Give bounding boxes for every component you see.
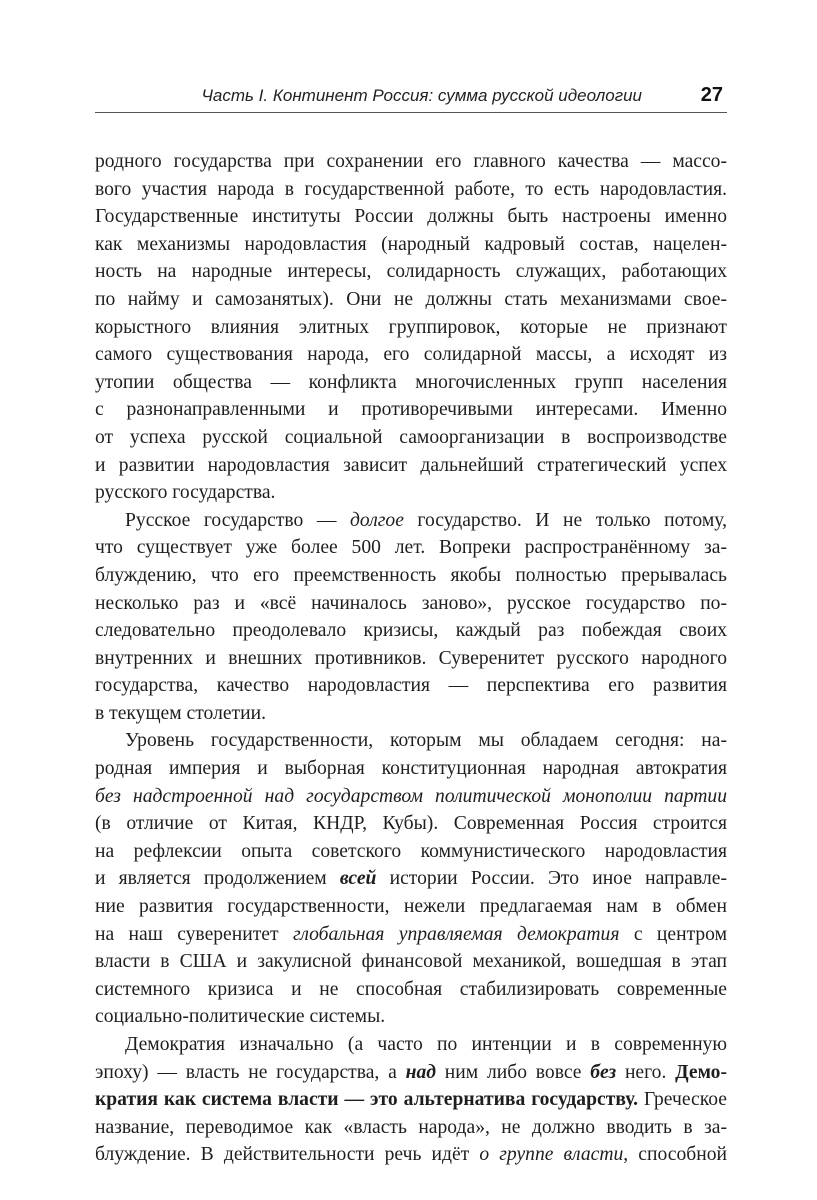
text-segment: и является продолжением xyxy=(95,868,340,890)
text-line xyxy=(95,810,727,838)
text-segment: эпоху) — власть не государства, а xyxy=(95,1061,406,1083)
text-segment: от успеха русской социальной самоорганизации в воспроизводстве xyxy=(95,426,727,448)
text-line xyxy=(95,755,727,783)
text-segment: социально-политические системы. xyxy=(95,1006,386,1028)
text-segment: родная империя и выборная конституционная народная автократия xyxy=(95,758,727,780)
text-segment: утопии общества — конфликта многочисленных групп населения xyxy=(95,371,727,393)
emphasis-text: долгое xyxy=(349,509,404,531)
text-segment: с центром xyxy=(619,923,727,945)
text-segment: самого существования народа, его солидарной массы, а исходят из xyxy=(95,344,727,366)
text-segment: (в отличие от Китая, КНДР, Кубы). Современная Россия строится xyxy=(95,813,727,835)
text-line xyxy=(95,286,727,314)
text-segment: следовательно преодолевало кризисы, каждый раз побеждая своих xyxy=(95,620,727,642)
text-line xyxy=(95,727,727,755)
text-line xyxy=(95,396,727,424)
emphasis-text: Демо- xyxy=(675,1061,727,1083)
emphasis-text: без надстроенной над государством политической монополии партии xyxy=(95,785,727,807)
text-line xyxy=(95,369,727,397)
text-segment: корыстного влияния элитных группировок, которые не признают xyxy=(95,316,727,338)
text-line xyxy=(95,948,727,976)
text-line xyxy=(95,893,727,921)
text-line xyxy=(95,865,727,893)
text-segment: внутренних и внешних противников. Суверенитет русского народного xyxy=(95,647,727,669)
text-segment: Уровень государственности, которым мы обладаем сегодня: на- xyxy=(125,730,727,752)
text-line xyxy=(95,452,727,480)
text-segment: на наш суверенитет xyxy=(95,923,293,945)
text-segment: как механизмы народовластия (народный кадровый состав, нацелен- xyxy=(95,233,727,255)
text-segment: ние развития государственности, нежели предлагаемая нам в обмен xyxy=(95,896,727,918)
text-line xyxy=(95,1031,727,1059)
text-line xyxy=(95,507,727,535)
text-line xyxy=(95,645,727,673)
text-line xyxy=(95,341,727,369)
text-line xyxy=(95,1141,727,1169)
text-segment: Русское государство — xyxy=(125,509,350,531)
emphasis-text: глобальная управляемая демократия xyxy=(292,923,620,945)
text-segment: власти в США и закулисной финансовой механикой, вошедшая в этап xyxy=(95,951,727,973)
text-line xyxy=(95,231,727,259)
text-segment: Демократия изначально (а часто по интенции и в современную xyxy=(125,1034,727,1055)
text-segment: государство. И не только потому, xyxy=(403,509,727,531)
text-segment: несколько раз и «всё начиналось заново», русское государство по- xyxy=(95,592,727,614)
emphasis-text: над xyxy=(405,1061,437,1083)
text-line xyxy=(95,176,727,204)
emphasis-text: всей xyxy=(339,868,377,890)
text-line xyxy=(95,838,727,866)
text-segment: системного кризиса и не способная стабилизировать современные xyxy=(95,978,727,1000)
header-title: Часть I. Континент Россия: сумма русской идеологии xyxy=(201,86,642,105)
text-line xyxy=(95,783,727,811)
text-line xyxy=(95,424,727,452)
text-segment: Греческое xyxy=(637,1089,728,1111)
text-segment: ним либо вовсе xyxy=(436,1061,591,1083)
text-line xyxy=(95,921,727,949)
text-line xyxy=(95,562,727,590)
text-line xyxy=(95,617,727,645)
text-segment: него. xyxy=(616,1061,676,1083)
text-segment: блуждению, что его преемственность якобы полностью прерывалась xyxy=(95,564,727,586)
text-segment: название, переводимое как «власть народа», не должно вводить в за- xyxy=(95,1116,727,1138)
text-segment: Государственные институты России должны быть настроены именно xyxy=(95,206,727,228)
text-segment: вого участия народа в государственной работе, то есть народовластия. xyxy=(95,178,727,200)
text-segment: русского государства. xyxy=(95,482,276,504)
text-segment: что существует уже более 500 лет. Вопреки распространённому за- xyxy=(95,537,727,559)
text-line xyxy=(95,258,727,286)
text-segment: ность на народные интересы, солидарность служащих, работающих xyxy=(95,261,727,283)
text-line xyxy=(95,1003,727,1031)
text-segment: в текущем столетии. xyxy=(95,702,266,724)
text-segment: блуждение. В действительности речь идёт xyxy=(95,1144,480,1166)
text-line xyxy=(95,203,727,231)
running-header xyxy=(95,84,727,113)
page-number: 27 xyxy=(700,84,723,106)
text-line xyxy=(95,148,727,176)
text-line xyxy=(95,1059,727,1087)
text-line xyxy=(95,672,727,700)
text-segment: истории России. Это иное направле- xyxy=(376,868,727,890)
text-segment: на рефлексии опыта советского коммунистического народовластия xyxy=(95,840,727,862)
text-segment: с разнонаправленными и противоречивыми интересами. Именно xyxy=(95,399,727,421)
text-line xyxy=(95,534,727,562)
text-segment: государства, качество народовластия — перспектива его развития xyxy=(95,675,727,697)
text-segment: по найму и самозанятых). Они не должны стать механизмами свое- xyxy=(95,288,727,310)
text-line xyxy=(95,314,727,342)
text-line xyxy=(95,1114,727,1142)
text-segment: родного государства при сохранении его главного качества — массо- xyxy=(95,151,727,172)
body-text xyxy=(95,148,727,1169)
emphasis-text: кратия как система власти — это альтернатива государству. xyxy=(95,1089,638,1111)
text-line xyxy=(95,479,727,507)
text-segment: и развитии народовластия зависит дальнейший стратегический успех xyxy=(95,454,727,476)
emphasis-text: о группе власти xyxy=(479,1144,624,1166)
text-line xyxy=(95,590,727,618)
text-segment: , способной xyxy=(623,1144,727,1166)
text-line xyxy=(95,700,727,728)
text-line xyxy=(95,976,727,1004)
text-line xyxy=(95,1086,727,1114)
emphasis-text: без xyxy=(590,1061,617,1083)
